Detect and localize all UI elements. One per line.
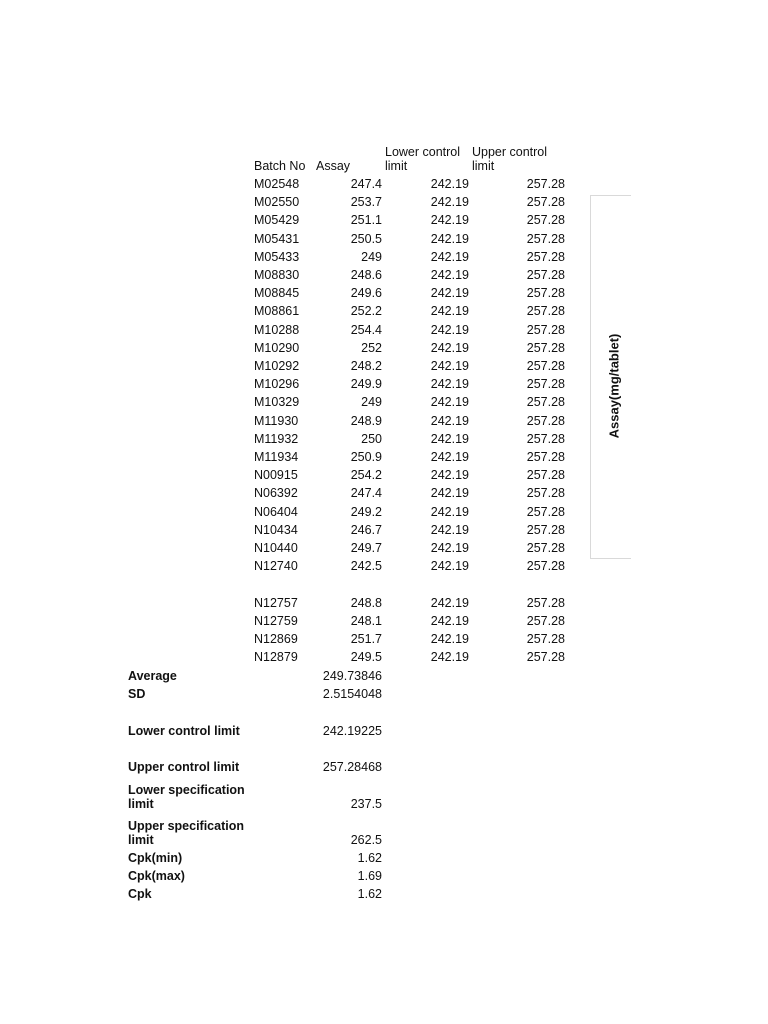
lcl-cell: 242.19 bbox=[430, 340, 469, 355]
batch-no-cell: M11930 bbox=[254, 413, 299, 428]
assay-cell: 249.7 bbox=[350, 541, 382, 555]
batch-no-cell: N12879 bbox=[254, 650, 298, 665]
summary-label-line1: Lower specification bbox=[128, 783, 245, 797]
summary-value: 2.5154048 bbox=[322, 687, 382, 701]
ucl-cell: 257.28 bbox=[526, 595, 565, 610]
lcl-cell: 242.19 bbox=[430, 431, 469, 446]
ucl-cell: 257.28 bbox=[526, 413, 565, 428]
lcl-cell: 242.19 bbox=[430, 559, 469, 574]
batch-no-cell: N12740 bbox=[254, 559, 298, 574]
ucl-cell: 257.28 bbox=[526, 613, 565, 628]
header-lower-control-limit bbox=[385, 145, 460, 173]
lcl-cell: 242.19 bbox=[430, 486, 469, 501]
summary-label: Upper control limit bbox=[128, 760, 240, 774]
batch-no-cell: N12759 bbox=[254, 613, 298, 628]
ucl-cell: 257.28 bbox=[526, 377, 565, 392]
ucl-cell: 257.28 bbox=[526, 359, 565, 373]
summary-label bbox=[128, 819, 244, 847]
batch-no-cell: M10290 bbox=[254, 340, 300, 355]
assay-cell: 254.2 bbox=[350, 468, 382, 483]
batch-no-cell: M05431 bbox=[254, 231, 300, 246]
header-lcl-line2: limit bbox=[385, 159, 408, 173]
header-ucl-line2: limit bbox=[472, 159, 495, 173]
lcl-cell: 242.19 bbox=[430, 268, 469, 282]
summary-label: Cpk(max) bbox=[128, 869, 185, 883]
batch-no-cell: M10296 bbox=[254, 377, 300, 392]
lcl-cell: 242.19 bbox=[430, 359, 469, 373]
lcl-cell: 242.19 bbox=[430, 413, 469, 428]
summary-label: Cpk(min) bbox=[128, 851, 183, 865]
lcl-cell: 242.19 bbox=[430, 468, 469, 483]
summary-label-line1: Upper specification bbox=[128, 819, 244, 833]
assay-cell: 248.6 bbox=[350, 268, 382, 282]
lcl-cell: 242.19 bbox=[430, 249, 469, 264]
lcl-cell: 242.19 bbox=[430, 286, 469, 301]
assay-cell: 252.2 bbox=[350, 304, 382, 319]
batch-no-cell: N12869 bbox=[254, 632, 298, 646]
summary-label: Cpk bbox=[128, 887, 152, 901]
summary-label: SD bbox=[128, 687, 146, 701]
lcl-cell: 242.19 bbox=[430, 632, 469, 646]
assay-cell: 246.7 bbox=[350, 522, 382, 537]
ucl-cell: 257.28 bbox=[526, 541, 565, 555]
assay-cell: 249.5 bbox=[350, 650, 382, 665]
batch-no-cell: N06392 bbox=[254, 486, 298, 501]
lcl-cell: 242.19 bbox=[430, 504, 469, 519]
batch-no-cell: M11934 bbox=[254, 450, 299, 464]
assay-cell: 250 bbox=[361, 431, 382, 446]
batch-no-cell: M05433 bbox=[254, 249, 300, 264]
batch-no-cell: M05429 bbox=[254, 213, 300, 228]
batch-no-cell: M08845 bbox=[254, 286, 300, 301]
ucl-cell: 257.28 bbox=[526, 468, 565, 483]
ucl-cell: 257.28 bbox=[526, 322, 565, 337]
ucl-cell: 257.28 bbox=[526, 486, 565, 501]
batch-no-cell: M11932 bbox=[254, 431, 299, 446]
batch-no-cell: M10329 bbox=[254, 395, 300, 410]
batch-no-cell: M08861 bbox=[254, 304, 300, 319]
ucl-cell: 257.28 bbox=[526, 268, 565, 282]
lcl-cell: 242.19 bbox=[430, 231, 469, 246]
chart-y-axis-label: Assay(mg/tablet) bbox=[606, 333, 622, 439]
assay-cell: 253.7 bbox=[350, 195, 382, 210]
ucl-cell: 257.28 bbox=[526, 304, 565, 319]
batch-no-cell: N10440 bbox=[254, 541, 298, 555]
assay-cell: 248.2 bbox=[350, 359, 382, 373]
assay-cell: 249 bbox=[361, 395, 382, 410]
lcl-cell: 242.19 bbox=[430, 395, 469, 410]
lcl-cell: 242.19 bbox=[430, 304, 469, 319]
batch-no-cell: N10434 bbox=[254, 522, 298, 537]
batch-no-cell: M02550 bbox=[254, 195, 300, 210]
ucl-cell: 257.28 bbox=[526, 504, 565, 519]
lcl-cell: 242.19 bbox=[430, 613, 469, 628]
batch-no-cell: M10288 bbox=[254, 322, 300, 337]
summary-label-line2: limit bbox=[128, 797, 154, 811]
assay-cell: 249 bbox=[361, 249, 382, 264]
ucl-cell: 257.28 bbox=[526, 632, 565, 646]
ucl-cell: 257.28 bbox=[526, 522, 565, 537]
header-upper-control-limit bbox=[472, 145, 547, 173]
lcl-cell: 242.19 bbox=[430, 595, 469, 610]
lcl-cell: 242.19 bbox=[430, 377, 469, 392]
lcl-cell: 242.19 bbox=[430, 450, 469, 464]
ucl-cell: 257.28 bbox=[526, 450, 565, 464]
summary-value: 257.28468 bbox=[322, 760, 382, 774]
header-assay: Assay bbox=[316, 159, 351, 173]
batch-no-cell: N06404 bbox=[254, 504, 298, 519]
ucl-cell: 257.28 bbox=[526, 213, 565, 228]
ucl-cell: 257.28 bbox=[526, 286, 565, 301]
assay-cell: 249.9 bbox=[350, 377, 382, 392]
assay-cell: 251.1 bbox=[350, 213, 382, 228]
lcl-cell: 242.19 bbox=[430, 177, 469, 191]
lcl-cell: 242.19 bbox=[430, 213, 469, 228]
lcl-cell: 242.19 bbox=[430, 322, 469, 337]
header-lcl-line1: Lower control bbox=[385, 145, 461, 159]
summary-label bbox=[128, 783, 245, 811]
header-batch-no: Batch No bbox=[254, 159, 306, 173]
batch-no-cell: M02548 bbox=[254, 177, 300, 191]
summary-value: 242.19225 bbox=[322, 724, 382, 738]
header-ucl-line1: Upper control bbox=[472, 145, 548, 159]
assay-cell: 250.5 bbox=[350, 231, 382, 246]
lcl-cell: 242.19 bbox=[430, 195, 469, 210]
summary-value: 1.69 bbox=[357, 869, 382, 883]
summary-value: 249.73846 bbox=[322, 669, 382, 683]
ucl-cell: 257.28 bbox=[526, 650, 565, 665]
assay-cell: 248.1 bbox=[350, 613, 382, 628]
summary-value: 1.62 bbox=[357, 887, 382, 901]
summary-label: Average bbox=[128, 669, 177, 683]
ucl-cell: 257.28 bbox=[526, 177, 565, 191]
assay-cell: 247.4 bbox=[350, 486, 382, 501]
assay-cell: 248.9 bbox=[350, 413, 382, 428]
ucl-cell: 257.28 bbox=[526, 395, 565, 410]
lcl-cell: 242.19 bbox=[430, 650, 469, 665]
assay-cell: 242.5 bbox=[350, 559, 382, 574]
ucl-cell: 257.28 bbox=[526, 231, 565, 246]
assay-cell: 248.8 bbox=[350, 595, 382, 610]
ucl-cell: 257.28 bbox=[526, 340, 565, 355]
summary-value: 237.5 bbox=[350, 797, 382, 811]
assay-cell: 249.6 bbox=[350, 286, 382, 301]
summary-value: 262.5 bbox=[350, 833, 382, 847]
batch-no-cell: M10292 bbox=[254, 359, 300, 373]
lcl-cell: 242.19 bbox=[430, 522, 469, 537]
summary-label: Lower control limit bbox=[128, 724, 240, 738]
assay-cell: 251.7 bbox=[350, 632, 382, 646]
ucl-cell: 257.28 bbox=[526, 195, 565, 210]
assay-cell: 247.4 bbox=[350, 177, 382, 191]
summary-label-line2: limit bbox=[128, 833, 154, 847]
ucl-cell: 257.28 bbox=[526, 249, 565, 264]
assay-cell: 252 bbox=[361, 340, 382, 355]
ucl-cell: 257.28 bbox=[526, 431, 565, 446]
summary-value: 1.62 bbox=[357, 851, 382, 865]
ucl-cell: 257.28 bbox=[526, 559, 565, 574]
batch-no-cell: N12757 bbox=[254, 595, 298, 610]
batch-no-cell: N00915 bbox=[254, 468, 298, 483]
assay-cell: 249.2 bbox=[350, 504, 382, 519]
batch-no-cell: M08830 bbox=[254, 268, 300, 282]
lcl-cell: 242.19 bbox=[430, 541, 469, 555]
assay-cell: 250.9 bbox=[350, 450, 382, 464]
assay-cell: 254.4 bbox=[350, 322, 382, 337]
